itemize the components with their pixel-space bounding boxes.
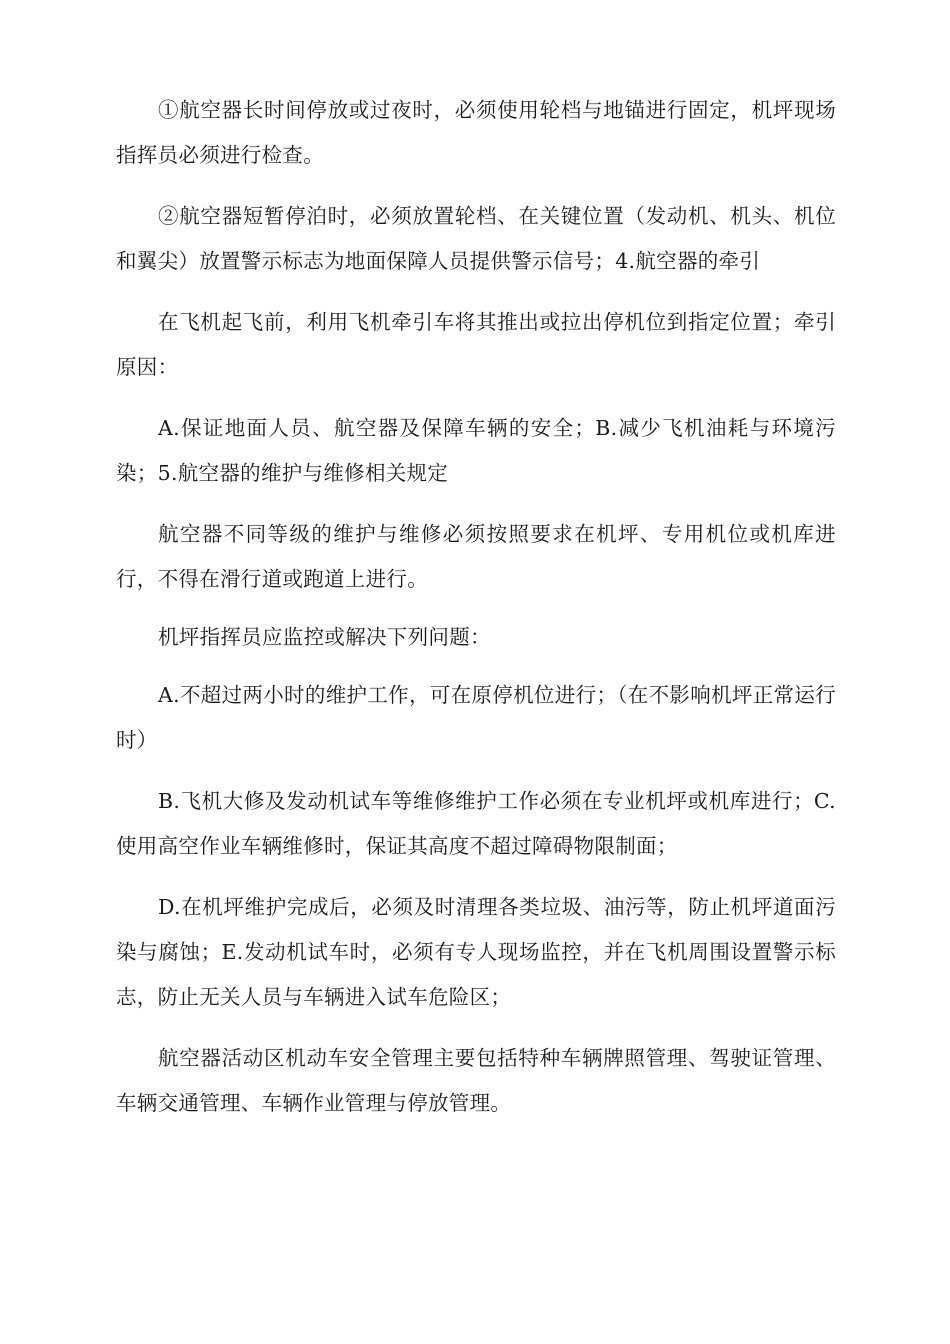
- paragraph-aircraft-long-parking: ①航空器长时间停放或过夜时，必须使用轮档与地锚进行固定，机坪现场指挥员必须进行检查。: [116, 98, 836, 167]
- paragraph-aircraft-short-parking: ②航空器短暂停泊时，必须放置轮档、在关键位置（发动机、机头、机位和翼尖）放置警示标志为地面保障人员提供警示信号；4.航空器的牵引: [116, 204, 836, 273]
- paragraph-vehicle-management: 航空器活动区机动车安全管理主要包括特种车辆牌照管理、驾驶证管理、车辆交通管理、车辆作业管理与停放管理。: [116, 1046, 836, 1115]
- paragraph-maintenance-location: 航空器不同等级的维护与维修必须按照要求在机坪、专用机位或机库进行，不得在滑行道或跑道上进行。: [116, 522, 836, 591]
- paragraph-apron-commander: 机坪指挥员应监控或解决下列问题：: [158, 625, 491, 649]
- paragraph-items-b-c: B.飞机大修及发动机试车等维修维护工作必须在专业机坪或机库进行；C.使用高空作业车辆维修时，保证其高度不超过障碍物限制面；: [116, 789, 836, 858]
- paragraph-items-d-e: D.在机坪维护完成后，必须及时清理各类垃圾、油污等，防止机坪道面污染与腐蚀；E.发动机试车时，必须有专人现场监控，并在飞机周围设置警示标志，防止无关人员与车辆进入试车危险区；: [116, 895, 836, 1009]
- paragraph-item-a: A.不超过两小时的维护工作，可在原停机位进行；（在不影响机坪正常运行时）: [116, 683, 836, 752]
- paragraph-towing: 在飞机起飞前，利用飞机牵引车将其推出或拉出停机位到指定位置；牵引原因：: [116, 310, 836, 379]
- paragraph-towing-reasons: A.保证地面人员、航空器及保障车辆的安全；B.减少飞机油耗与环境污染；5.航空器的维护与维修相关规定: [116, 416, 836, 485]
- document-page: [116, 88, 836, 1142]
